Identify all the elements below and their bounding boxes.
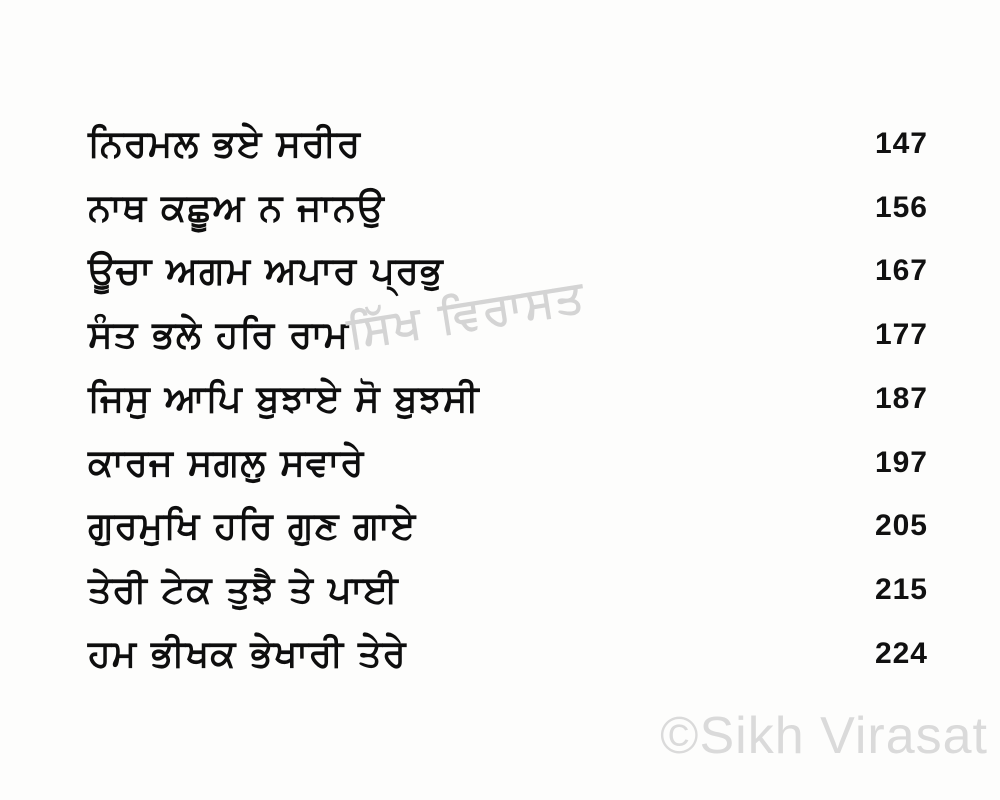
toc-entry-page-number: 147 — [874, 126, 928, 160]
toc-entry-page-number: 167 — [874, 254, 928, 288]
toc-entry — [88, 303, 928, 367]
toc-entry-title: ਜਿਸੁ ਆਪਿ ਬੁਝਾਏ ਸੋ ਬੁਝਸੀ — [88, 376, 480, 420]
toc-list — [88, 112, 928, 686]
toc-entry-page-number: 187 — [874, 381, 928, 415]
toc-entry-page-number: 156 — [874, 190, 928, 224]
toc-entry — [88, 431, 928, 495]
toc-entry-title: ਸੰਤ ਭਲੇ ਹਰਿ ਰਾਮ — [88, 313, 350, 357]
toc-entry-title: ਗੁਰਮੁਖਿ ਹਰਿ ਗੁਣ ਗਾਏ — [88, 504, 417, 548]
toc-entry-page-number: 197 — [874, 445, 928, 479]
toc-entry — [88, 112, 928, 176]
copyright-watermark: ©Sikh Virasat — [660, 707, 988, 765]
toc-entry-title: ਊਚਾ ਅਗਮ ਅਪਾਰ ਪ੍ਰਭੁ — [88, 249, 444, 293]
toc-entry-page-number: 205 — [874, 509, 928, 543]
toc-entry — [88, 622, 928, 686]
diagonal-watermark: ਸਿੱਖ ਵਿਰਾਸਤ — [344, 270, 589, 359]
toc-entry-page-number: 215 — [874, 573, 928, 607]
toc-entry — [88, 176, 928, 240]
toc-entry-page-number: 224 — [874, 636, 928, 670]
toc-entry — [88, 367, 928, 431]
toc-entry-title: ਹਮ ਭੀਖਕ ਭੇਖਾਰੀ ਤੇਰੇ — [88, 631, 407, 675]
toc-entry — [88, 558, 928, 622]
toc-entry-title: ਨਾਥ ਕਛੂਅ ਨ ਜਾਨਉ — [88, 185, 385, 229]
toc-entry-title: ਕਾਰਜ ਸਗਲੁ ਸਵਾਰੇ — [88, 440, 365, 484]
toc-entry — [88, 240, 928, 304]
toc-entry-page-number: 177 — [874, 318, 928, 352]
toc-entry — [88, 495, 928, 559]
toc-entry-title: ਨਿਰਮਲ ਭਏ ਸਰੀਰ — [88, 121, 362, 165]
toc-entry-title: ਤੇਰੀ ਟੇਕ ਤੁਝੈ ਤੇ ਪਾਈ — [88, 568, 399, 612]
